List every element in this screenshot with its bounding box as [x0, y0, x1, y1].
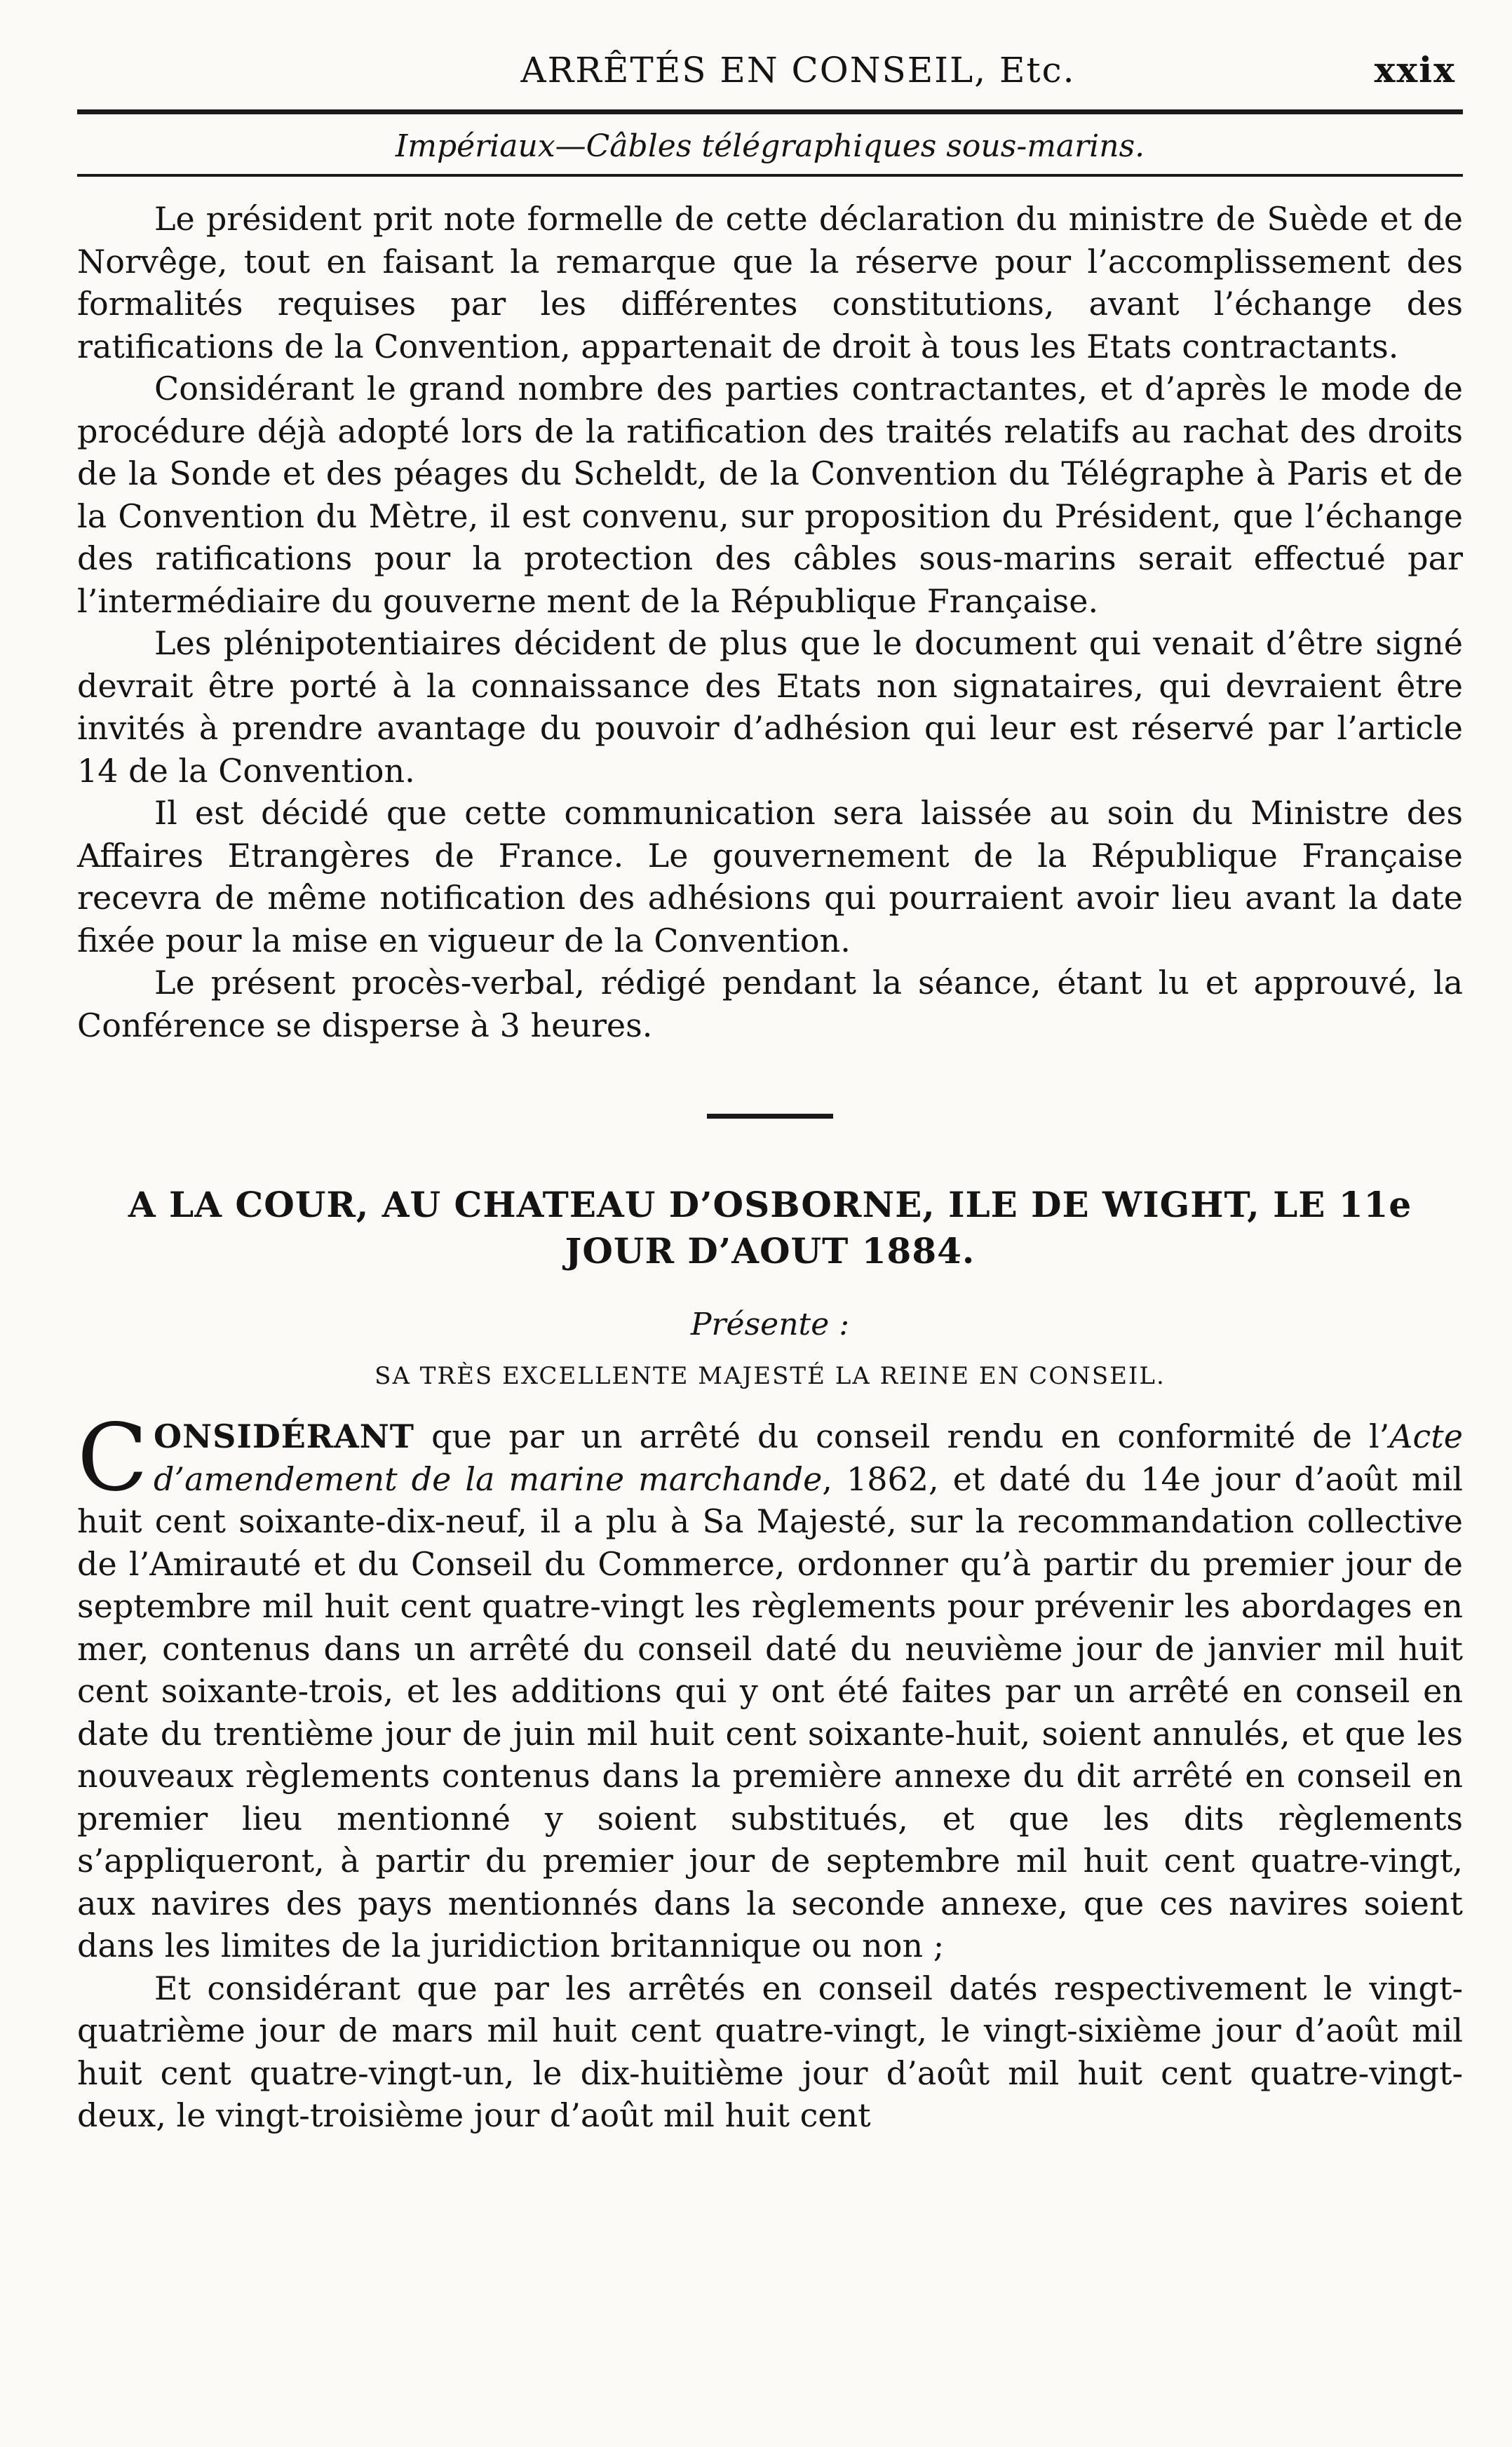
paragraph: Les plénipotentiaires décident de plus que le document qui venait d’être signé devrait être porté à la connaissance des Etats non signataires, qui devraient être invités à prendre avantage du pouvoir d’adhésion qui leur est réservé par l’article 14 de la Convention. — [77, 624, 1463, 790]
running-title: ARRÊTÉS EN CONSEIL, Etc. — [520, 50, 1076, 90]
paragraph: Considérant le grand nombre des parties contractantes, et d’après le mode de procédure déjà adopté lors de la ratification des traités relatifs au rachat des droits de la Sonde et des péages du Scheldt, de la Convention du Télégraphe à Paris et de la Convention du Mètre, il est convenu, sur proposition du Président, que l’échange des ratifications pour la protection des câbles sous-marins serait effectué par l’intermédiaire du gouverne ment de la République Française. — [77, 370, 1463, 620]
presente-label: Présente : — [690, 1307, 850, 1342]
order-second-paragraph: Et considérant que par les arrêtés en conseil datés respectivement le vingt-quatrième jour de mars mil huit cent quatre-vingt, le vingt-sixième jour d’août mil huit cent quatre-vingt-un, le dix-huitième jour d’août mil huit cent quatre-vingt-deux, le vingt-troisième jour d’août mil huit cent — [77, 1969, 1463, 2134]
paragraph-text: que par un arrêté du conseil rendu en conformité de l’ — [414, 1417, 1390, 1455]
section-divider — [707, 1114, 833, 1119]
drop-cap: C — [77, 1404, 148, 1512]
order-first-paragraph — [77, 1404, 1463, 1967]
attendance-line: SA TRÈS EXCELLENTE MAJESTÉ LA REINE EN CONSEIL. — [374, 1362, 1166, 1390]
section-subtitle: Impériaux—Câbles télégraphiques sous-marins. — [395, 128, 1145, 164]
page-number: xxix — [1374, 49, 1456, 90]
paragraph: Il est décidé que cette communication sera laissée au soin du Ministre des Affaires Etrangères de France. Le gouvernement de la République Française recevra de même notification des adhésions qui pourraient avoir lieu avant la date fixée pour la mise en vigueur de la Convention. — [77, 794, 1463, 959]
minutes-text — [77, 198, 1463, 1046]
order-heading — [77, 1182, 1463, 1274]
order-heading-line1: A LA COUR, AU CHATEAU D’OSBORNE, ILE DE WIGHT, LE 11e — [128, 1184, 1412, 1225]
paragraph: Le président prit note formelle de cette déclaration du ministre de Suède et de Norvêge, tout en faisant la remarque que la réserve pour l’accomplissement des formalités requises par les différentes constitutions, avant l’échange des ratifications de la Convention, appartenait de droit à tous les Etats contractants. — [77, 200, 1463, 365]
header-rule — [77, 109, 1463, 114]
act-title: Acte d’amendement de la marine marchande — [154, 1417, 1463, 1498]
paragraph-text: , 1862, et daté du 14e jour d’août mil huit cent soixante-dix-neuf, il a plu à Sa Majesté, sur la recommandation collective de l’Amirauté et du Conseil du Commerce, ordonner qu’à partir du premier jour de septembre mil huit cent quatre-vingt les règlements pour prévenir les abordages en mer, contenus dans un arrêté du conseil daté du neuvième jour de janvier mil huit cent soixante-trois, et les additions qui y ont été faites par un arrêté en conseil en date du trentième jour de juin mil huit cent soixante-huit, soient annulés, et que les nouveaux règlements contenus dans la première annexe du dit arrêté en conseil en premier lieu mentionné y soient substitués, et que les dits règlements s’appliqueront, à partir du premier jour de septembre mil huit cent quatre-vingt, aux navires des pays mentionnés dans la seconde annexe, que ces navires soient dans les limites de la juridiction britannique ou non ; — [77, 1460, 1463, 1964]
order-heading-line2: JOUR D’AOUT 1884. — [565, 1230, 976, 1272]
running-head — [77, 42, 1463, 98]
paragraph: Le présent procès-verbal, rédigé pendant la séance, étant lu et approuvé, la Conférence se disperse à 3 heures. — [77, 964, 1463, 1044]
lead-word: ONSIDÉRANT — [154, 1417, 415, 1455]
subtitle-rule — [77, 174, 1463, 177]
